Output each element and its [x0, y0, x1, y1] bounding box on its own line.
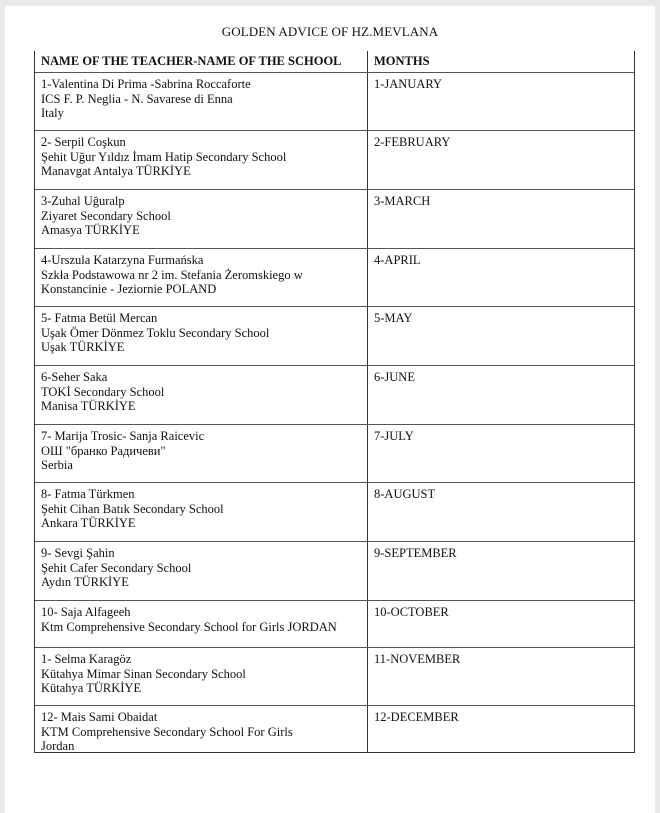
teacher-school-cell	[35, 307, 368, 365]
school-line: ICS F. P. Neglia - N. Savarese di Enna	[41, 91, 233, 106]
month-cell: 10-OCTOBER	[374, 605, 449, 619]
school-line: Ziyaret Secondary School	[41, 208, 171, 223]
teacher-line: 6-Seher Saka	[41, 370, 108, 384]
advice-table	[34, 51, 635, 753]
table-header-row	[35, 51, 634, 72]
teacher-line: 8- Fatma Türkmen	[41, 487, 135, 501]
teacher-school-cell	[35, 366, 368, 424]
location-line: Kütahya TÜRKİYE	[41, 681, 142, 696]
teacher-school-cell	[35, 483, 368, 541]
teacher-line: 10- Saja Alfageeh	[41, 605, 131, 619]
location-line: Ankara TÜRKİYE	[41, 516, 136, 531]
header-teacher-school: NAME OF THE TEACHER-NAME OF THE SCHOOL	[35, 51, 368, 72]
teacher-line: 4-Urszula Katarzyna Furmańska	[41, 253, 204, 267]
teacher-line: 7- Marija Trosic- Sanja Raicevic	[41, 429, 205, 443]
month-cell: 3-MARCH	[374, 194, 431, 208]
school-line: Şehit Cihan Batık Secondary School	[41, 501, 224, 516]
month-cell: 8-AUGUST	[374, 487, 436, 501]
location-line: Amasya TÜRKİYE	[41, 223, 140, 238]
table-row	[35, 600, 634, 647]
header-months: MONTHS	[374, 54, 430, 68]
school-line: Uşak Ömer Dönmez Toklu Secondary School	[41, 325, 270, 340]
table-row	[35, 189, 634, 248]
month-cell: 2-FEBRUARY	[374, 135, 451, 149]
school-line: Ktm Comprehensive Secondary School for Girls JORDAN	[41, 619, 337, 634]
location-line: Uşak TÜRKİYE	[41, 340, 125, 355]
table-row	[35, 365, 634, 424]
teacher-school-cell	[35, 425, 368, 482]
month-cell: 6-JUNE	[374, 370, 415, 384]
teacher-school-cell	[35, 542, 368, 600]
teacher-school-cell	[35, 190, 368, 248]
location-line: Jordan	[41, 739, 75, 754]
month-cell: 7-JULY	[374, 429, 414, 443]
month-cell: 4-APRIL	[374, 253, 421, 267]
teacher-school-cell	[35, 648, 368, 705]
teacher-line: 5- Fatma Betül Mercan	[41, 311, 158, 325]
teacher-line: 9- Sevgi Şahin	[41, 546, 115, 560]
teacher-school-cell	[35, 131, 368, 189]
month-cell: 9-SEPTEMBER	[374, 546, 457, 560]
month-cell: 1-JANUARY	[374, 77, 443, 91]
table-row	[35, 541, 634, 600]
table-row	[35, 705, 634, 752]
school-line: KTM Comprehensive Secondary School For Girls	[41, 724, 293, 739]
table-row	[35, 424, 634, 482]
table-row	[35, 306, 634, 365]
school-line: Şehit Cafer Secondary School	[41, 560, 192, 575]
teacher-school-cell	[35, 73, 368, 130]
teacher-school-cell	[35, 249, 368, 306]
document-title: GOLDEN ADVICE OF HZ.MEVLANA	[221, 24, 439, 39]
teacher-line: 1-Valentina Di Prima -Sabrina Roccaforte	[41, 77, 251, 91]
location-line: Konstancinie - Jeziornie POLAND	[41, 282, 217, 297]
table-row	[35, 130, 634, 189]
table-row	[35, 248, 634, 306]
location-line: Manavgat Antalya TÜRKİYE	[41, 164, 191, 179]
teacher-line: 2- Serpil Coşkun	[41, 135, 126, 149]
location-line: Serbia	[41, 458, 73, 473]
teacher-line: 12- Mais Sami Obaidat	[41, 710, 158, 724]
school-line: Şehit Uğur Yıldız İmam Hatip Secondary School	[41, 149, 287, 164]
teacher-line: 1- Selma Karagöz	[41, 652, 132, 666]
table-row	[35, 482, 634, 541]
school-line: ОШ "бранко Радичеви"	[41, 443, 166, 458]
location-line: Italy	[41, 106, 64, 121]
teacher-line: 3-Zuhal Uğuralp	[41, 194, 125, 208]
table-row	[35, 647, 634, 705]
location-line: Aydın TÜRKİYE	[41, 575, 129, 590]
teacher-school-cell	[35, 706, 368, 752]
school-line: TOKİ Secondary School	[41, 384, 165, 399]
school-line: Szkła Podstawowa nr 2 im. Stefania Żeromskiego w	[41, 267, 303, 282]
school-line: Kütahya Mimar Sinan Secondary School	[41, 666, 246, 681]
month-cell: 11-NOVEMBER	[374, 652, 461, 666]
month-cell: 12-DECEMBER	[374, 710, 459, 724]
teacher-school-cell	[35, 601, 368, 647]
location-line: Manisa TÜRKİYE	[41, 399, 136, 414]
table-row	[35, 72, 634, 130]
month-cell: 5-MAY	[374, 311, 413, 325]
